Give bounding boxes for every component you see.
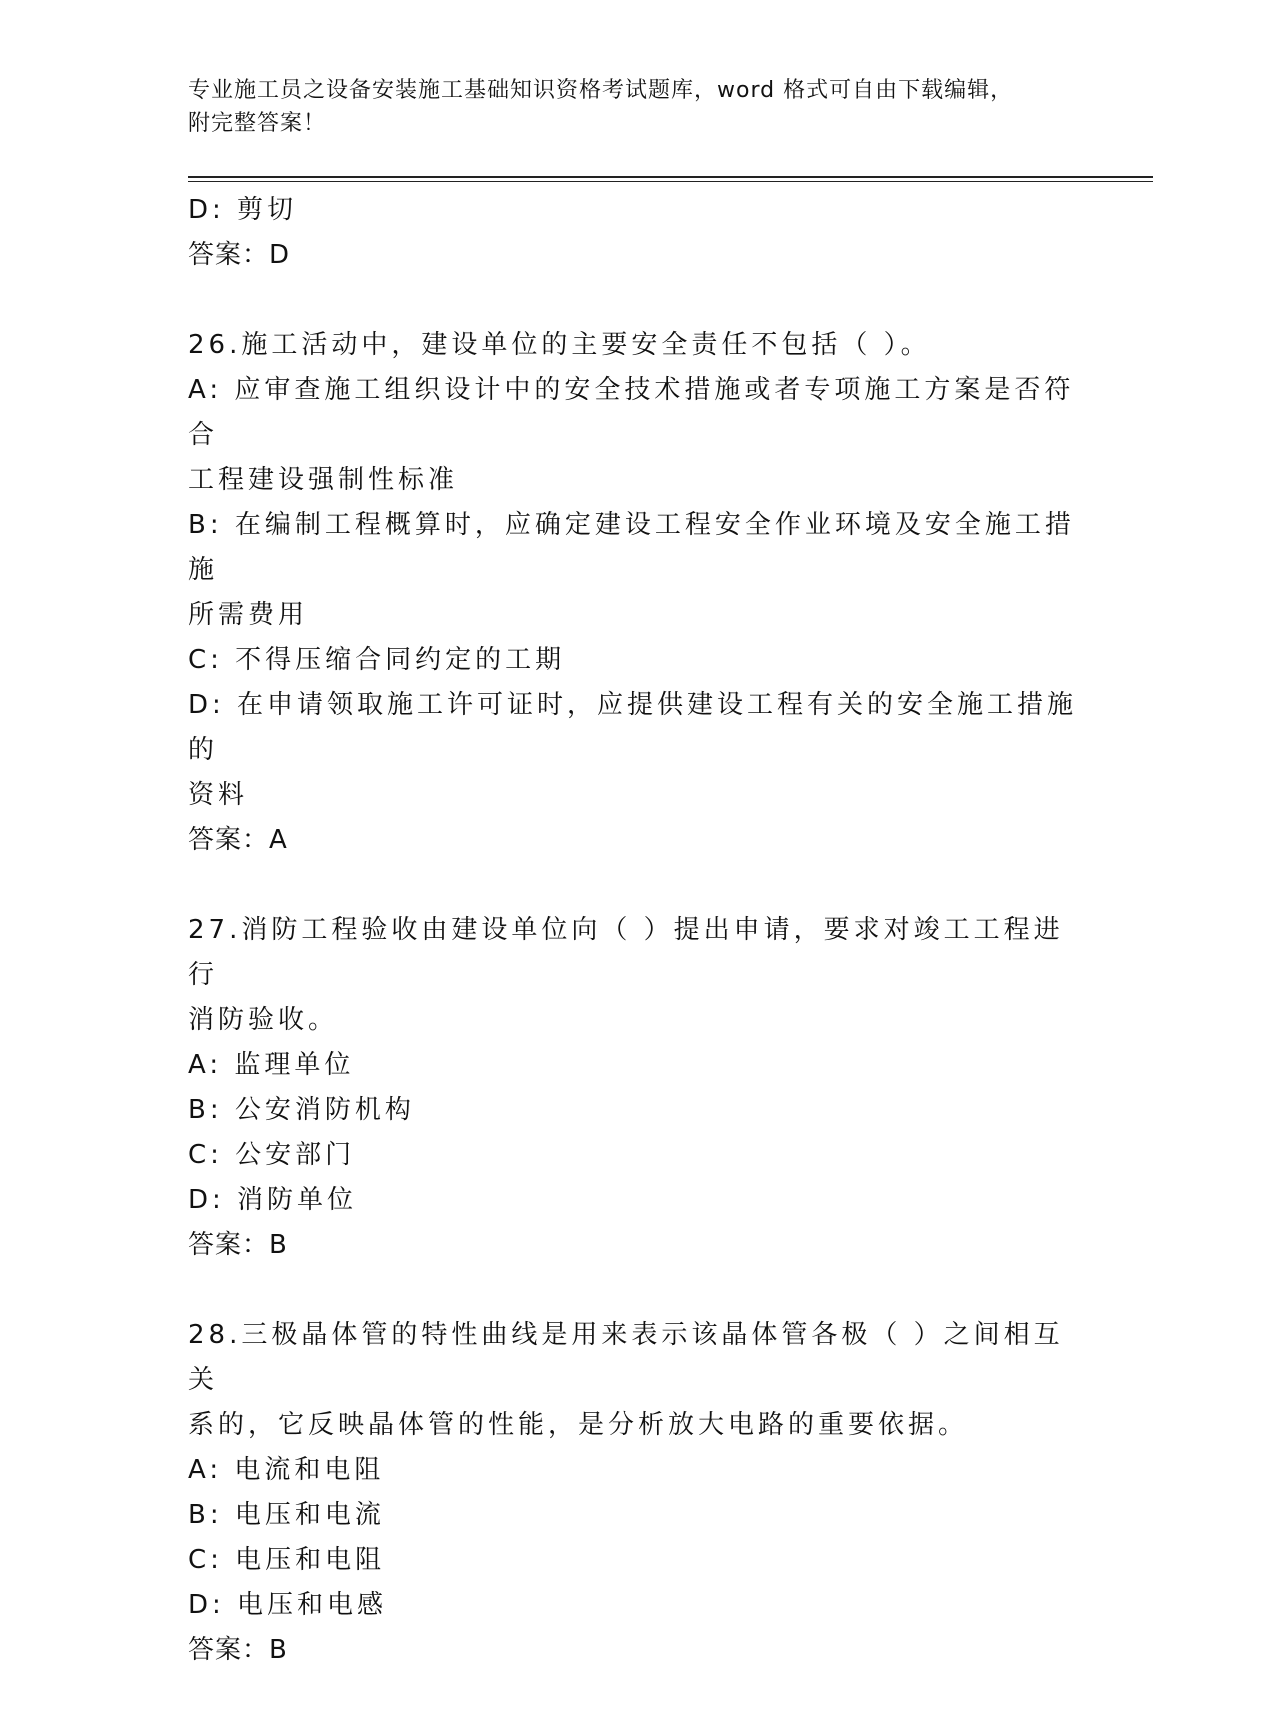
option-a: A: 电流和电阻 [188,1455,385,1485]
option-c: C: 公安部门 [188,1140,356,1170]
previous-answer: 答案：D [188,240,291,270]
header-line-2: 附完整答案！ [188,111,327,136]
document-header [188,74,1088,140]
option-a: A: 应审查施工组织设计中的安全技术措施或者专项施工方案是否符合 [188,375,1075,450]
question-stem-continued: 系的，它反映晶体管的性能，是分析放大电路的重要依据。 [188,1410,969,1440]
header-line-1: 专业施工员之设备安装施工基础知识资格考试题库，word 格式可自由下载编辑， [188,78,1014,103]
option-d: D: 电压和电感 [188,1590,388,1620]
option-b: B: 在编制工程概算时，应确定建设工程安全作业环境及安全施工措施 [188,510,1075,585]
option-d-continued: 资料 [188,780,249,810]
question-28 [188,1313,1088,1673]
answer: 答案：B [188,1635,288,1665]
question-stem: 27.消防工程验收由建设单位向（ ）提出申请，要求对竣工工程进行 [188,915,1064,990]
question-stem: 28.三极晶体管的特性曲线是用来表示该晶体管各极（ ）之间相互关 [188,1320,1064,1395]
option-b: B: 电压和电流 [188,1500,385,1530]
question-content [188,188,1088,1718]
option-b-continued: 所需费用 [188,600,309,630]
question-stem-continued: 消防验收。 [188,1005,339,1035]
option-a: A: 监理单位 [188,1050,355,1080]
option-c: C: 不得压缩合同约定的工期 [188,645,566,675]
answer: 答案：A [188,825,288,855]
question-27 [188,908,1088,1268]
previous-option-d: D: 剪切 [188,195,298,225]
question-stem: 26.施工活动中，建设单位的主要安全责任不包括（ ）。 [188,330,931,360]
option-a-continued: 工程建设强制性标准 [188,465,459,495]
option-d: D: 在申请领取施工许可证时，应提供建设工程有关的安全施工措施的 [188,690,1078,765]
option-c: C: 电压和电阻 [188,1545,386,1575]
option-d: D: 消防单位 [188,1185,358,1215]
question-26 [188,323,1088,863]
header-divider [188,176,1153,182]
option-b: B: 公安消防机构 [188,1095,415,1125]
answer: 答案：B [188,1230,288,1260]
